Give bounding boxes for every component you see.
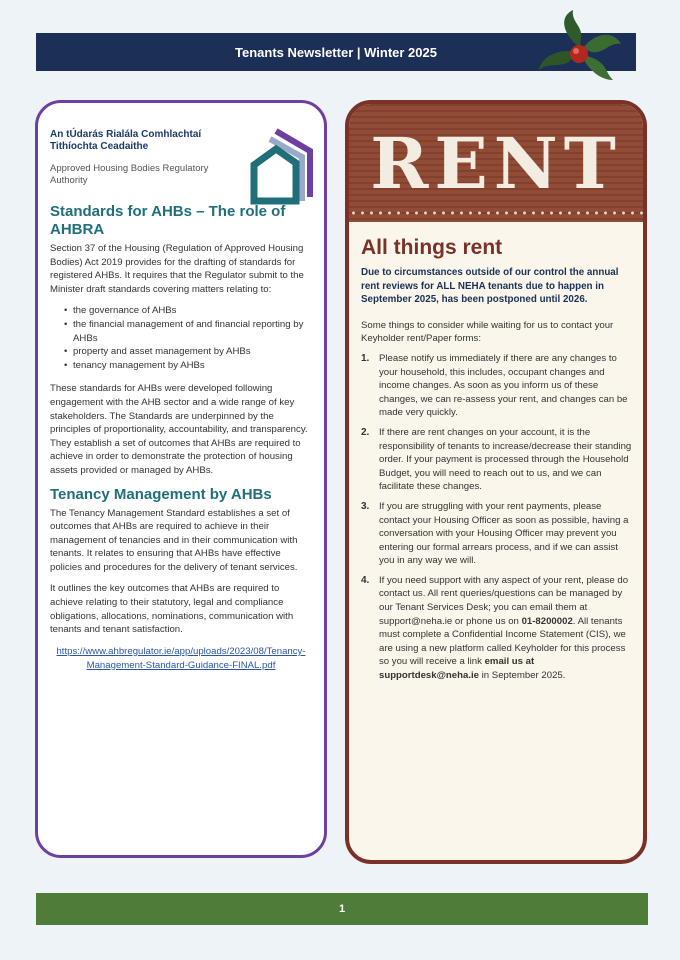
step4-text-a: If you need support with any aspect of your rent, please do contact us. All rent queries/questions can be managed by our Tenant Services Desk; you can email them at support@neha.ie or phone us on <box>379 574 629 627</box>
list-item: • tenancy management by AHBs <box>64 359 312 373</box>
list-item <box>361 426 633 494</box>
step4-text-c: in September 2025. <box>479 670 566 682</box>
rent-body <box>349 222 643 683</box>
org-name-english: Approved Housing Bodies Regulatory Authority <box>50 163 209 186</box>
rent-sign-dots <box>349 210 643 216</box>
standards-list <box>64 304 312 372</box>
rent-intro: Some things to consider while waiting for us to contact your Keyholder rent/Paper forms: <box>361 319 614 345</box>
step-text: Please notify us immediately if there are any changes to your household, this includes, occupant changes and income changes. As soon as you inform us of these changes, we can re-assess your rent, and changes can be made very quickly. <box>379 352 628 419</box>
newsletter-title: Tenants Newsletter | Winter 2025 <box>235 44 437 60</box>
list-item <box>361 352 633 420</box>
step-text: If there are rent changes on your account, it is the responsibility of tenants to increase/decrease their standing order. If your payment is processed through the Household Budget, you will need to reach out to us, and we can facilitate these changes. <box>379 426 632 493</box>
step-text <box>379 574 633 683</box>
step-number: 2. <box>361 426 370 438</box>
page-number: 1 <box>338 903 346 915</box>
tenancy-paragraph: The Tenancy Management Standard establishes a set of outcomes that AHBs are required to achieve in their management of tenancies and in their communication with tenants. It relates to ensuring that AHBs have effective policies and procedures for the delivery of tenant services. <box>50 507 298 573</box>
list-item: • the financial management of and financial reporting by AHBs <box>64 318 312 345</box>
rent-heading: All things rent <box>361 236 503 259</box>
standards-paragraph: Section 37 of the Housing (Regulation of Approved Housing Bodies) Act 2019 provides for the drafting of standards for registered AHBs. It requires that the Regulator submit to the Minister draft standards covering matters relating to: <box>50 243 304 295</box>
support-phone[interactable]: 01-8200002 <box>521 615 573 627</box>
step4-text-b: . All tenants must complete a Confidential Income Statement (CIS), we are using a new platform called Keyholder for this process so you will receive a link <box>379 615 626 668</box>
support-email[interactable]: email us at supportdesk@neha.ie <box>379 656 535 682</box>
org-name-irish: An tÚdarás Rialála Comhlachtaí Tithíochta Ceadaithe <box>50 129 202 152</box>
step-number: 4. <box>361 574 370 586</box>
standards-heading: Standards for AHBs – The role of AHBRA <box>50 203 286 238</box>
rent-steps-list <box>361 352 633 683</box>
page-footer <box>36 893 648 925</box>
holly-icon <box>535 8 625 90</box>
standards-paragraph-2: These standards for AHBs were developed following engagement with the AHB sector and a wide range of key stakeholders. The Standards are underpinned by the principles of proportionality, accountability, and transparency. They establish a set of outcomes that AHBs are required to achieve in order to demonstrate the protection of housing assets provided or managed by AHBs. <box>50 383 308 476</box>
rent-postponed-notice: Due to circumstances outside of our control the annual rent reviews for ALL NEHA tenants due to happen in September 2025, has been postponed until 2026. <box>361 267 619 306</box>
step-text: If you are struggling with your rent payments, please contact your Housing Officer as soon as possible, having a conversation with your Housing Officer may prevent you entering our formal arrears process, and if we can assist you in any way we will. <box>379 500 629 567</box>
step-number: 3. <box>361 500 370 512</box>
tenancy-paragraph-2: It outlines the key outcomes that AHBs are required to achieve relating to their statutory, legal and compliance obligations, allocations, nominations, communication with tenants and tenant satisfaction. <box>50 583 294 636</box>
tenancy-heading: Tenancy Management by AHBs <box>50 485 272 503</box>
step-number: 1. <box>361 352 370 364</box>
list-item <box>361 500 633 568</box>
list-item: • the governance of AHBs <box>64 304 312 318</box>
list-item: • property and asset management by AHBs <box>64 345 312 359</box>
list-item <box>361 574 633 683</box>
ahbra-house-logo-icon <box>248 125 320 205</box>
rent-sign-banner <box>349 104 643 222</box>
rent-card <box>345 100 647 864</box>
rent-sign-word: RENT <box>370 121 622 205</box>
ahbra-card <box>35 100 327 858</box>
guidance-link[interactable]: https://www.ahbregulator.ie/app/uploads/2023/08/Tenancy-Management-Standard-Guidance-FINAL.pdf <box>56 645 306 671</box>
